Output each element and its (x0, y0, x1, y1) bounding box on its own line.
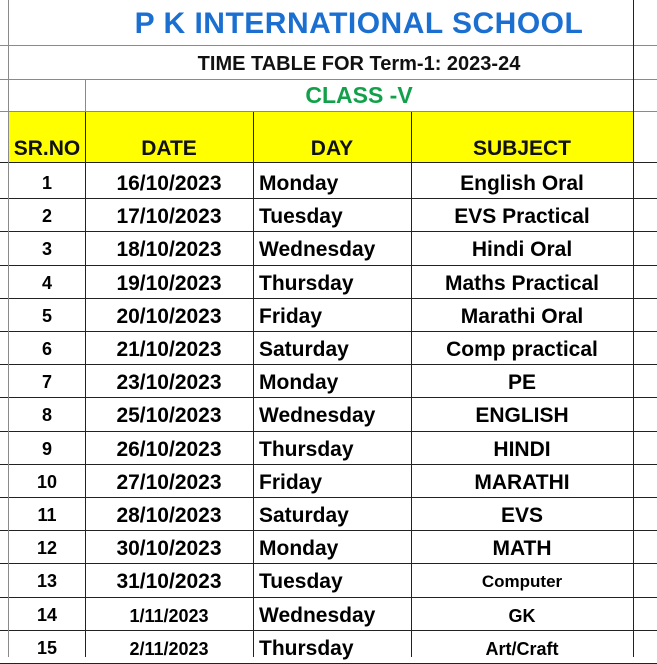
table-row (0, 465, 657, 498)
cell-day: Saturday (259, 504, 349, 527)
cell-sr-no: 5 (41, 305, 52, 326)
table-row (0, 166, 657, 199)
cell-date: 17/10/2023 (116, 205, 222, 229)
cell-sr-no: 2 (41, 206, 52, 227)
grid-hline (0, 231, 657, 232)
cell-day: Friday (259, 304, 323, 328)
cell-day: Saturday (259, 338, 349, 361)
cell-sr-no: 6 (41, 339, 52, 359)
cell-date: 27/10/2023 (116, 470, 222, 494)
grid-hline (0, 45, 657, 46)
grid-vline (411, 112, 412, 657)
grid-hline (0, 530, 657, 531)
header-subject: SUBJECT (472, 137, 572, 160)
grid-hline (0, 298, 657, 299)
cell-date: 18/10/2023 (116, 238, 222, 262)
table-row (0, 398, 657, 431)
grid-vline (253, 112, 254, 657)
table-row (0, 332, 657, 365)
grid-hline (0, 79, 657, 80)
table-row (0, 299, 657, 332)
cell-sr-no: 1 (41, 173, 52, 193)
header-date: DATE (141, 137, 197, 160)
cell-sr-no: 7 (41, 372, 52, 393)
cell-sr-no: 13 (36, 571, 58, 592)
cell-subject: HINDI (493, 437, 551, 461)
grid-vline (633, 0, 634, 657)
cell-subject: EVS (500, 504, 544, 527)
cell-subject: EVS Practical (454, 205, 590, 229)
cell-sr-no: 12 (36, 538, 58, 559)
timetable-title: TIME TABLE FOR Term-1: 2023-24 (197, 53, 521, 75)
cell-day: Tuesday (259, 205, 343, 229)
grid-vline (85, 112, 86, 657)
cell-subject: MATH (492, 537, 552, 561)
table-row (0, 498, 657, 531)
table-row (0, 598, 657, 631)
cell-sr-no: 11 (37, 505, 57, 525)
header-day: DAY (310, 137, 354, 160)
cell-day: Thursday (259, 636, 354, 660)
cell-sr-no: 4 (41, 272, 52, 293)
cell-date: 1/11/2023 (129, 605, 209, 626)
cell-date: 26/10/2023 (116, 437, 222, 461)
school-title: P K INTERNATIONAL SCHOOL (134, 7, 584, 40)
class-label: CLASS -V (305, 82, 413, 108)
grid-hline (0, 597, 657, 598)
table-row (0, 564, 657, 597)
table-row (0, 531, 657, 564)
cell-subject: English Oral (460, 172, 584, 195)
cell-sr-no: 14 (36, 604, 58, 625)
cell-sr-no: 10 (36, 471, 58, 492)
cell-date: 21/10/2023 (116, 338, 222, 361)
cell-sr-no: 15 (36, 637, 58, 658)
cell-day: Wednesday (259, 603, 376, 627)
grid-vline (8, 0, 9, 657)
cell-day: Friday (259, 470, 323, 494)
cell-date: 25/10/2023 (116, 404, 222, 428)
cell-subject: Hindi Oral (471, 238, 573, 262)
cell-date: 19/10/2023 (116, 271, 222, 295)
cell-day: Tuesday (259, 570, 343, 594)
cell-sr-no: 9 (41, 438, 52, 459)
header-sr-no: SR.NO (13, 137, 81, 160)
cell-date: 20/10/2023 (116, 304, 222, 328)
grid-hline (0, 431, 657, 432)
cell-subject: Comp practical (446, 338, 598, 361)
cell-subject: Computer (481, 572, 563, 592)
cell-subject: ENGLISH (475, 404, 569, 428)
grid-hline (0, 497, 657, 498)
cell-sr-no: 8 (41, 405, 52, 426)
cell-subject: Marathi Oral (460, 304, 584, 328)
cell-subject: Maths Practical (444, 271, 600, 295)
cell-date: 23/10/2023 (116, 371, 222, 395)
grid-hline (0, 397, 657, 398)
cell-subject: PE (507, 371, 536, 395)
grid-hline (0, 630, 657, 631)
grid-hline (0, 162, 657, 163)
cell-subject: GK (508, 605, 536, 626)
cell-day: Monday (259, 172, 339, 195)
grid-hline (0, 111, 657, 112)
table-row (0, 199, 657, 232)
cell-date: 2/11/2023 (129, 638, 209, 659)
cell-date: 30/10/2023 (116, 537, 222, 561)
grid-hline (0, 265, 657, 266)
cell-date: 31/10/2023 (116, 570, 222, 594)
cell-sr-no: 3 (41, 239, 52, 260)
table-row (0, 432, 657, 465)
cell-date: 28/10/2023 (116, 504, 222, 527)
table-row (0, 631, 657, 664)
grid-hline (0, 563, 657, 564)
cell-subject: MARATHI (474, 470, 570, 494)
table-row (0, 232, 657, 265)
cell-subject: Art/Craft (485, 638, 559, 659)
grid-hline (0, 331, 657, 332)
grid-hline (0, 198, 657, 199)
cell-day: Monday (259, 371, 339, 395)
cell-day: Thursday (259, 437, 354, 461)
cell-day: Thursday (259, 271, 354, 295)
table-row (0, 266, 657, 299)
grid-hline (0, 464, 657, 465)
table-row (0, 365, 657, 398)
grid-hline (0, 364, 657, 365)
cell-date: 16/10/2023 (116, 172, 222, 195)
cell-day: Wednesday (259, 238, 376, 262)
cell-day: Monday (259, 537, 339, 561)
cell-day: Wednesday (259, 404, 376, 428)
